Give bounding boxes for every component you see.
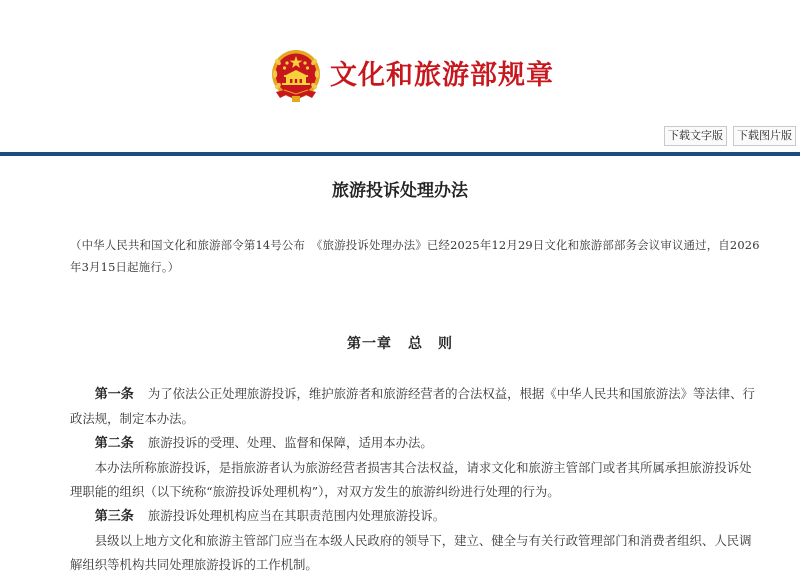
- header-divider: [0, 152, 800, 156]
- article-label: 第一条: [94, 387, 134, 402]
- national-emblem-icon: [270, 48, 322, 104]
- article-paragraph: [70, 382, 760, 431]
- article-label: 第二条: [94, 436, 134, 451]
- article-label: 第三条: [94, 509, 134, 524]
- article-text: 旅游投诉处理机构应当在其职责范围内处理旅游投诉。: [147, 508, 446, 523]
- article-body: [70, 382, 760, 574]
- article-text: 县级以上地方文化和旅游主管部门应当在本级人民政府的领导下，建立、健全与有关行政管理部门和消费者组织、人民调解组织等机构共同处理旅游投诉的工作机制。: [70, 533, 752, 572]
- chapter-name: 总 则: [408, 336, 453, 352]
- article-paragraph: [70, 529, 760, 574]
- article-paragraph: [70, 456, 760, 504]
- site-brand[interactable]: [270, 48, 554, 104]
- chapter-number: 第一章: [347, 336, 392, 352]
- article-text: 本办法所称旅游投诉，是指旅游者认为旅游经营者损害其合法权益，请求文化和旅游主管部门或者其所属承担旅游投诉处理职能的组织（以下统称“旅游投诉处理机构”），对双方发生的旅游纠纷进行处理的行为。: [70, 460, 752, 499]
- chapter-heading: [0, 333, 800, 353]
- download-toolbar: [664, 126, 796, 146]
- site-title: 文化和旅游部规章: [330, 60, 554, 91]
- article-text: 旅游投诉的受理、处理、监督和保障，适用本办法。: [147, 435, 433, 450]
- article-paragraph: [70, 504, 760, 529]
- document-title: 旅游投诉处理办法: [332, 181, 468, 201]
- site-header: [0, 0, 800, 152]
- article-paragraph: [70, 431, 760, 456]
- download-image-button[interactable]: 下载图片版: [733, 126, 796, 146]
- download-text-button[interactable]: 下载文字版: [664, 126, 727, 146]
- promulgation-note: （中华人民共和国文化和旅游部令第14号公布 《旅游投诉处理办法》已经2025年12月29日文化和旅游部部务会议审议通过，自2026年3月15日起施行。）: [70, 238, 760, 274]
- article-text: 为了依法公正处理旅游投诉，维护旅游者和旅游经营者的合法权益，根据《中华人民共和国旅游法》等法律、行政法规，制定本办法。: [70, 386, 755, 426]
